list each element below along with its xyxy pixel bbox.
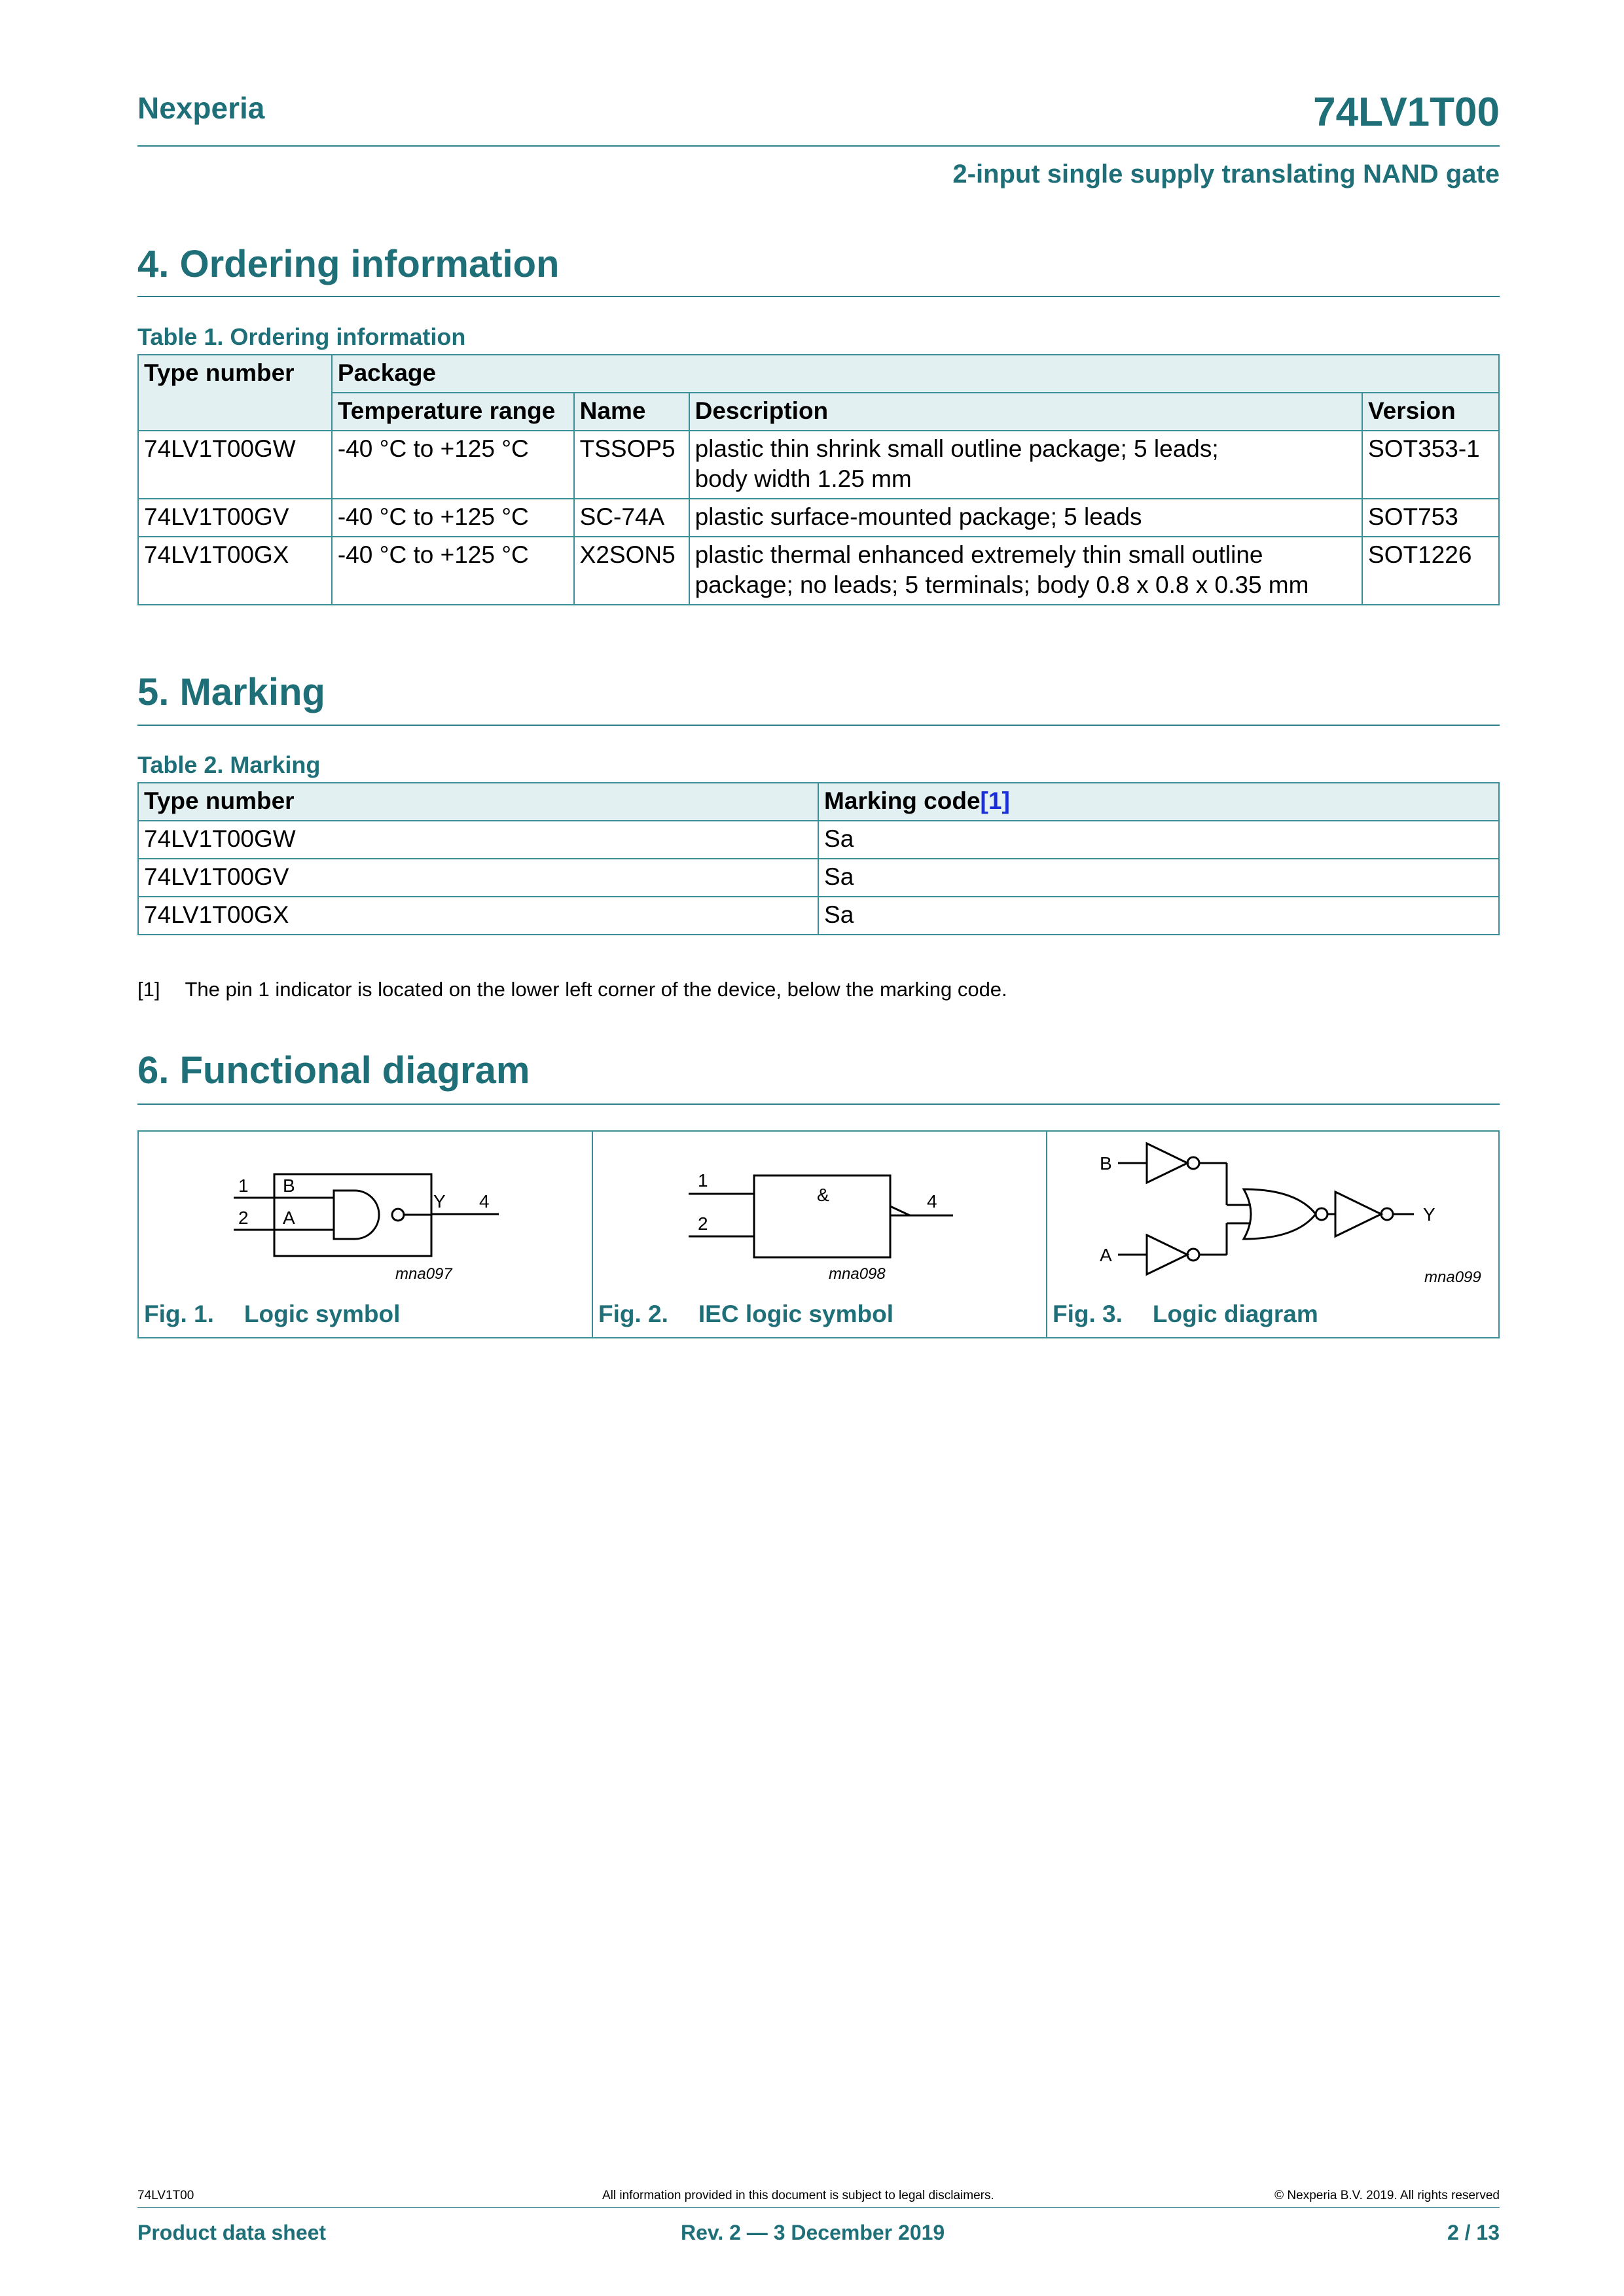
table-row (138, 431, 1499, 499)
pin-label-2: 2 (238, 1208, 249, 1228)
cell-type: 74LV1T00GW (138, 431, 332, 499)
footer-page-number: 2 / 13 (1447, 2221, 1500, 2244)
ordering-table (137, 354, 1500, 605)
pin-label-4: 4 (927, 1191, 937, 1211)
footer-disclaimer: All information provided in this document is subject to legal disclaimers. (602, 2189, 994, 2202)
header-type-number: Type number (138, 783, 818, 821)
cell-code: Sa (818, 897, 1499, 935)
part-number: 74LV1T00 (1313, 90, 1500, 135)
cell-description: plastic thin shrink small outline package; 5 leads; body width 1.25 mm (689, 431, 1362, 499)
figure-code: mna098 (829, 1265, 886, 1283)
pin-label-1: 1 (698, 1170, 708, 1191)
cell-name: X2SON5 (574, 537, 689, 605)
figure-code: mna097 (395, 1265, 452, 1283)
cell-temp: -40 °C to +125 °C (332, 537, 574, 605)
table-row (138, 897, 1499, 935)
header-description: Description (689, 393, 1362, 431)
figure-iec-logic-symbol (593, 1132, 1047, 1337)
logic-diagram (1047, 1132, 1498, 1295)
section-heading-marking: 5. Marking (137, 671, 325, 713)
header-temperature-range: Temperature range (332, 393, 574, 431)
cell-name: TSSOP5 (574, 431, 689, 499)
cell-temp: -40 °C to +125 °C (332, 431, 574, 499)
header-marking-code: Marking code[1] (818, 783, 1499, 821)
header-rule (137, 145, 1500, 147)
footer-revision: Rev. 2 — 3 December 2019 (681, 2221, 945, 2244)
pin-label-4: 4 (479, 1191, 490, 1211)
figure-caption: Fig. 2. IEC logic symbol (598, 1300, 894, 1327)
figure-code: mna099 (1424, 1268, 1481, 1286)
figure-panel (137, 1130, 1500, 1338)
input-label-a: A (283, 1208, 295, 1228)
header-package: Package (332, 355, 1499, 393)
header-type-number: Type number (138, 355, 332, 431)
section-rule (137, 296, 1500, 297)
logic-symbol-diagram (139, 1132, 592, 1295)
footer-doc-type: Product data sheet (137, 2221, 327, 2244)
table-footnote: [1] The pin 1 indicator is located on the lower left corner of the device, below the marking code. (137, 978, 1007, 1001)
cell-version: SOT1226 (1362, 537, 1499, 605)
cell-temp: -40 °C to +125 °C (332, 499, 574, 537)
cell-code: Sa (818, 859, 1499, 897)
pin-label-1: 1 (238, 1175, 249, 1196)
cell-type: 74LV1T00GV (138, 499, 332, 537)
table-row (138, 859, 1499, 897)
cell-description: plastic surface-mounted package; 5 leads (689, 499, 1362, 537)
table-row (138, 821, 1499, 859)
cell-version: SOT353-1 (1362, 431, 1499, 499)
section-rule (137, 725, 1500, 726)
cell-code: Sa (818, 821, 1499, 859)
and-symbol: & (817, 1185, 829, 1205)
cell-version: SOT753 (1362, 499, 1499, 537)
table-caption-ordering: Table 1. Ordering information (137, 323, 466, 350)
cell-name: SC-74A (574, 499, 689, 537)
pin-label-2: 2 (698, 1213, 708, 1234)
cell-type: 74LV1T00GX (138, 897, 818, 935)
table-row (138, 537, 1499, 605)
header-name: Name (574, 393, 689, 431)
footnote-link[interactable]: [1] (980, 787, 1010, 814)
marking-table (137, 782, 1500, 935)
footer-doc-id: 74LV1T00 (137, 2189, 194, 2202)
output-label-y: Y (433, 1191, 446, 1211)
figure-logic-symbol (139, 1132, 593, 1337)
footer-rule (137, 2207, 1500, 2208)
figure-caption: Fig. 3. Logic diagram (1053, 1300, 1318, 1327)
section-rule (137, 1103, 1500, 1105)
figure-logic-diagram (1047, 1132, 1498, 1337)
footer-copyright: © Nexperia B.V. 2019. All rights reserved (1274, 2189, 1500, 2202)
header-version: Version (1362, 393, 1499, 431)
section-heading-functional-diagram: 6. Functional diagram (137, 1049, 530, 1092)
document-subtitle: 2-input single supply translating NAND gate (952, 160, 1500, 188)
iec-logic-symbol-diagram (593, 1132, 1046, 1295)
input-label-b: B (283, 1175, 295, 1196)
section-heading-ordering: 4. Ordering information (137, 243, 560, 285)
input-label-b: B (1100, 1153, 1112, 1174)
cell-type: 74LV1T00GX (138, 537, 332, 605)
brand-name: Nexperia (137, 91, 265, 125)
cell-description: plastic thermal enhanced extremely thin small outline package; no leads; 5 terminals; body 0.8 x 0.8 x 0.35 mm (689, 537, 1362, 605)
cell-type: 74LV1T00GW (138, 821, 818, 859)
cell-type: 74LV1T00GV (138, 859, 818, 897)
output-label-y: Y (1423, 1204, 1435, 1225)
figure-caption: Fig. 1. Logic symbol (144, 1300, 401, 1327)
table-row (138, 499, 1499, 537)
input-label-a: A (1100, 1245, 1112, 1265)
table-caption-marking: Table 2. Marking (137, 751, 321, 778)
